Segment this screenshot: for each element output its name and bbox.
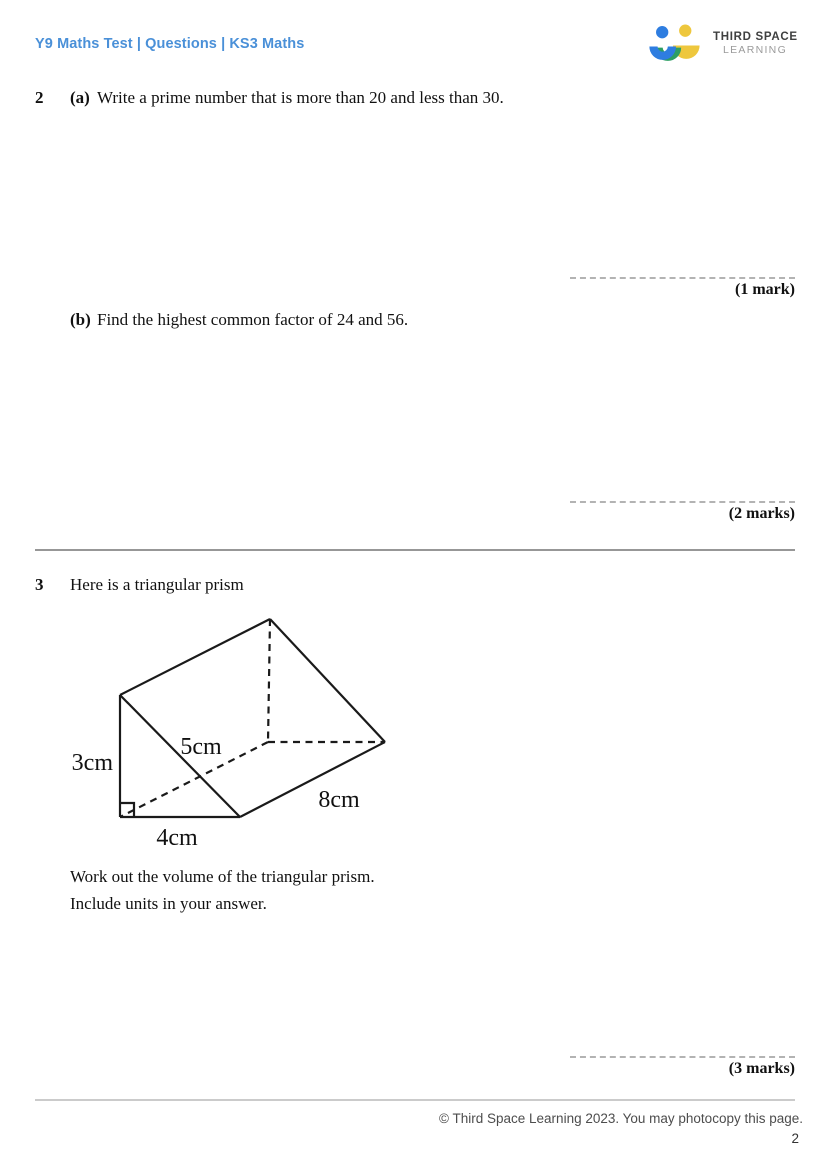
triangular-prism-diagram xyxy=(55,608,400,853)
question-2b-row xyxy=(0,310,828,332)
answer-line xyxy=(570,1056,795,1058)
prism-label-base: 4cm xyxy=(156,825,198,851)
prism-label-slant: 5cm xyxy=(180,734,222,760)
logo-wordmark-top: THIRD SPACE xyxy=(713,31,798,43)
prism-label-length: 8cm xyxy=(318,787,360,813)
page-number: 2 xyxy=(791,1131,799,1146)
question-text: Write a prime number that is more than 20 and less than 30. xyxy=(97,88,504,107)
marks-label: (3 marks) xyxy=(728,1060,795,1077)
question-text: Find the highest common factor of 24 and 56. xyxy=(97,310,409,329)
logo-blue-head xyxy=(656,26,668,38)
logo-wordmark-bottom: LEARNING xyxy=(722,44,788,56)
third-space-learning-logo-text xyxy=(713,31,797,56)
section-divider xyxy=(35,549,795,551)
answer-line xyxy=(570,277,795,279)
breadcrumb: Y9 Maths Test | Questions | KS3 Maths xyxy=(35,36,305,52)
third-space-learning-logo-icon xyxy=(648,24,702,65)
question-text: Here is a triangular prism xyxy=(70,575,244,594)
task-line: Work out the volume of the triangular prism. xyxy=(70,867,375,886)
marks-label: (1 mark) xyxy=(735,281,795,298)
question-2a-row xyxy=(0,88,828,110)
task-line: Include units in your answer. xyxy=(70,894,267,913)
prism-label-height: 3cm xyxy=(71,750,113,776)
part-label: (b) xyxy=(70,310,91,329)
question-3-row xyxy=(0,575,828,597)
part-label: (a) xyxy=(70,88,90,107)
footer-rule xyxy=(35,1099,795,1101)
logo-yellow-head xyxy=(679,25,691,37)
question-number: 3 xyxy=(35,575,44,594)
question-number: 2 xyxy=(35,88,44,107)
answer-line xyxy=(570,501,795,503)
copyright-notice: © Third Space Learning 2023. You may photocopy this page. xyxy=(439,1111,803,1126)
marks-label: (2 marks) xyxy=(728,505,795,522)
